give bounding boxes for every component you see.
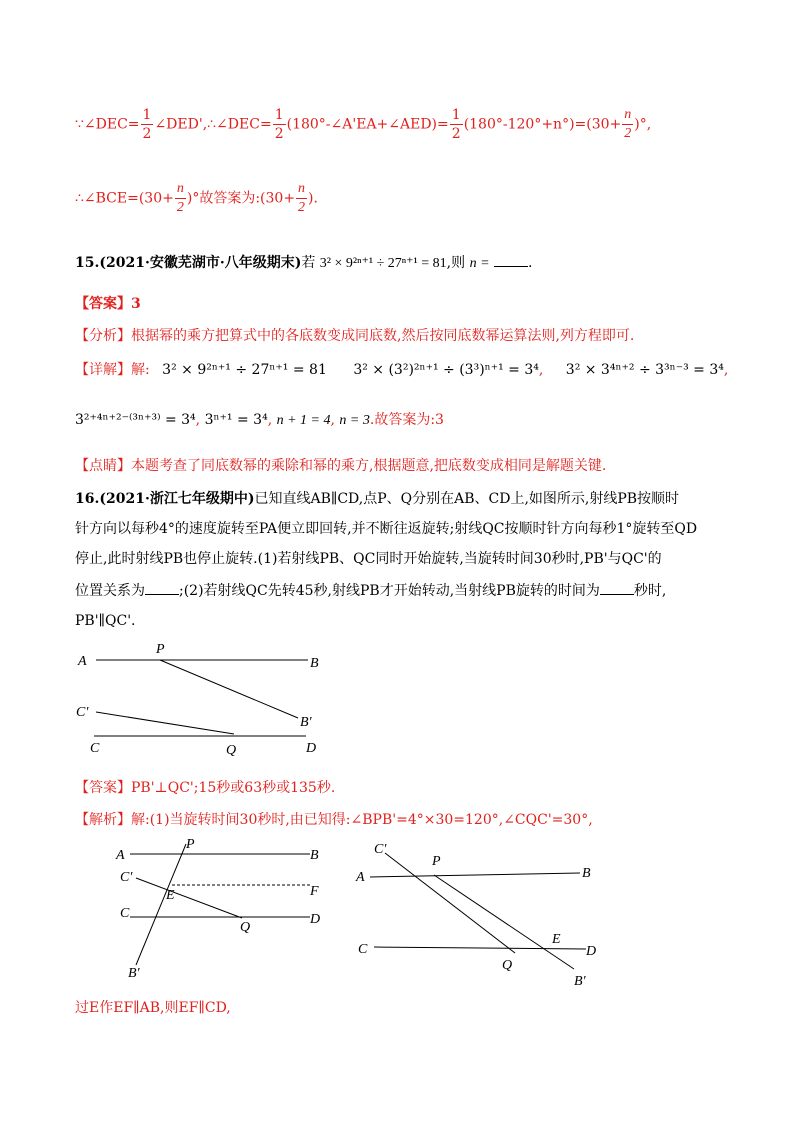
fraction bbox=[273, 106, 286, 143]
text-seg: (180°-∠A'EA+∠AED)= bbox=[286, 116, 449, 133]
label-Q: Q bbox=[226, 743, 237, 758]
question-16-line-2: 针方向以每秒4°的速度旋转至PA便立即回转,并不断往返旋转;射线QC按顺时针方向每秒1°旋转至QD bbox=[75, 521, 698, 537]
math-expression: 3² × (3²)²ⁿ⁺¹ ÷ (3³)ⁿ⁺¹ = 3⁴ bbox=[353, 362, 539, 378]
analysis-15: 【分析】根据幂的乘方把算式中的各底数变成同底数,然后按同底数幂运算法则,列方程即可. bbox=[75, 328, 635, 344]
text-seg: 位置关系为 bbox=[75, 583, 145, 599]
math-expression: n + 1 = 4 bbox=[276, 413, 331, 428]
question-16-line-3: 停止,此时射线PB也停止旋转.(1)若射线PB、QC同时开始旋转,当旋转时间30秒时,PB'与QC'的 bbox=[75, 551, 662, 567]
denominator: 2 bbox=[624, 126, 632, 141]
fraction bbox=[296, 180, 307, 217]
math-expression: 3²⁺⁴ⁿ⁺²⁻⁽³ⁿ⁺³⁾ = 3⁴ bbox=[75, 412, 196, 428]
detail-15-line-1: 【详解】解: 3² × 9²ⁿ⁺¹ ÷ 27ⁿ⁺¹ = 81 3² × (3²)²ⁿ⁺¹ ÷ (3³)ⁿ⁺¹ = 3⁴, 3² × 3⁴ⁿ⁺² ÷ 3³ⁿ⁻³ = 3⁴, bbox=[75, 362, 729, 378]
label-B: B bbox=[582, 866, 591, 881]
text-seg: ;(2)若射线QC先转45秒,射线PB才开始转动,当射线PB旋转的时间为 bbox=[179, 583, 600, 599]
denominator: 2 bbox=[274, 126, 284, 142]
text-seg: 若 bbox=[301, 255, 316, 271]
answer-15: 【答案】3 bbox=[75, 296, 141, 312]
fraction bbox=[622, 106, 633, 143]
text-seg: 已知直线AB∥CD,点P、Q分别在AB、CD上,如图所示,射线PB按顺时 bbox=[254, 491, 680, 507]
label-A: A bbox=[356, 870, 365, 885]
label-B-prime: B′ bbox=[300, 715, 312, 730]
denominator: 2 bbox=[176, 200, 184, 215]
label-C: C bbox=[358, 942, 368, 957]
detail-label: 【详解】解: bbox=[75, 362, 150, 378]
numerator: 1 bbox=[451, 107, 461, 123]
label-D: D bbox=[306, 741, 317, 756]
fraction bbox=[141, 106, 154, 143]
answer-blank bbox=[600, 580, 634, 595]
fraction bbox=[450, 106, 463, 143]
label-B: B bbox=[310, 656, 319, 671]
label-P: P bbox=[156, 642, 165, 657]
label-D: D bbox=[310, 912, 321, 927]
solution-line-2 bbox=[75, 180, 318, 217]
question-16-line-1 bbox=[75, 489, 679, 509]
math-expression: 3² × 9²ⁿ⁺¹ ÷ 27ⁿ⁺¹ = 81 bbox=[162, 362, 327, 378]
figure-3 bbox=[350, 835, 610, 995]
solution-last-line: 过E作EF∥AB,则EF∥CD, bbox=[75, 1000, 231, 1016]
label-P: P bbox=[186, 837, 195, 852]
label-E: E bbox=[166, 888, 175, 903]
question-16-line-5: PB'∥QC'. bbox=[75, 613, 136, 629]
text-seg: (180°-120°+n°)=(30+ bbox=[463, 116, 622, 133]
label-A: A bbox=[78, 654, 87, 669]
text-seg: )°故答案为:(30+ bbox=[186, 190, 296, 207]
answer-blank bbox=[145, 580, 179, 595]
fraction bbox=[175, 180, 186, 217]
math-expression: n = 3 bbox=[339, 413, 370, 428]
question-label: 15.(2021·安徽芜湖市·八年级期末) bbox=[75, 255, 302, 271]
label-B-prime: B′ bbox=[128, 966, 140, 981]
question-16-line-4 bbox=[75, 580, 666, 601]
label-F: F bbox=[310, 884, 319, 899]
figure-1 bbox=[70, 640, 330, 760]
label-C: C bbox=[120, 906, 130, 921]
denominator: 2 bbox=[451, 126, 461, 142]
comment-15: 【点睛】本题考查了同底数幂的乘除和幂的乘方,根据题意,把底数变成相同是解题关键. bbox=[75, 458, 607, 474]
text-seg: ,则 bbox=[446, 255, 466, 271]
text-seg: ). bbox=[308, 190, 318, 207]
math-expression: 3² × 9²ⁿ⁺¹ ÷ 27ⁿ⁺¹ = 81 bbox=[319, 256, 447, 271]
denominator: 2 bbox=[298, 200, 306, 215]
label-B: B bbox=[310, 848, 319, 863]
label-C-prime: C′ bbox=[120, 870, 133, 885]
label-Q: Q bbox=[502, 958, 513, 973]
label-C-prime: C′ bbox=[374, 842, 387, 857]
math-variable: n = bbox=[469, 256, 490, 271]
numerator: 1 bbox=[274, 107, 284, 123]
question-15 bbox=[75, 252, 532, 274]
label-A: A bbox=[116, 848, 125, 863]
answer-16: 【答案】PB'⊥QC';15秒或63秒或135秒. bbox=[75, 780, 336, 796]
label-P: P bbox=[432, 854, 441, 869]
analysis-16: 【解析】解:(1)当旋转时间30秒时,由已知得:∠BPB'=4°×30=120°,∠CQC'=30°, bbox=[75, 812, 593, 828]
numerator: 1 bbox=[142, 107, 152, 123]
text-seg: ∵∠DEC= bbox=[75, 116, 140, 133]
text-seg: . bbox=[527, 255, 533, 271]
solution-line-1 bbox=[75, 106, 651, 143]
answer-blank bbox=[494, 252, 528, 267]
label-B-prime: B′ bbox=[574, 974, 586, 989]
label-D: D bbox=[586, 944, 597, 959]
text-seg: )°, bbox=[634, 116, 652, 133]
detail-15-line-2: 3²⁺⁴ⁿ⁺²⁻⁽³ⁿ⁺³⁾ = 3⁴, 3ⁿ⁺¹ = 3⁴, n + 1 = 4, n = 3.故答案为:3 bbox=[75, 412, 444, 428]
label-Q: Q bbox=[240, 920, 251, 935]
math-expression: 3² × 3⁴ⁿ⁺² ÷ 3³ⁿ⁻³ = 3⁴ bbox=[565, 362, 724, 378]
label-C: C bbox=[90, 741, 100, 756]
label-E: E bbox=[552, 932, 561, 947]
text-seg: ∴∠BCE=(30+ bbox=[75, 190, 174, 207]
question-label: 16.(2021·浙江七年级期中) bbox=[75, 491, 255, 507]
numerator: n bbox=[175, 180, 186, 199]
denominator: 2 bbox=[142, 126, 152, 142]
figure-2 bbox=[110, 835, 330, 985]
math-expression: 3ⁿ⁺¹ = 3⁴ bbox=[204, 412, 268, 428]
text-seg: 秒时, bbox=[633, 583, 667, 599]
text-seg: .故答案为:3 bbox=[369, 412, 444, 428]
text-seg: ∠DED',∴∠DEC= bbox=[154, 116, 272, 133]
numerator: n bbox=[296, 180, 307, 199]
label-C-prime: C′ bbox=[76, 705, 89, 720]
numerator: n bbox=[622, 106, 633, 125]
